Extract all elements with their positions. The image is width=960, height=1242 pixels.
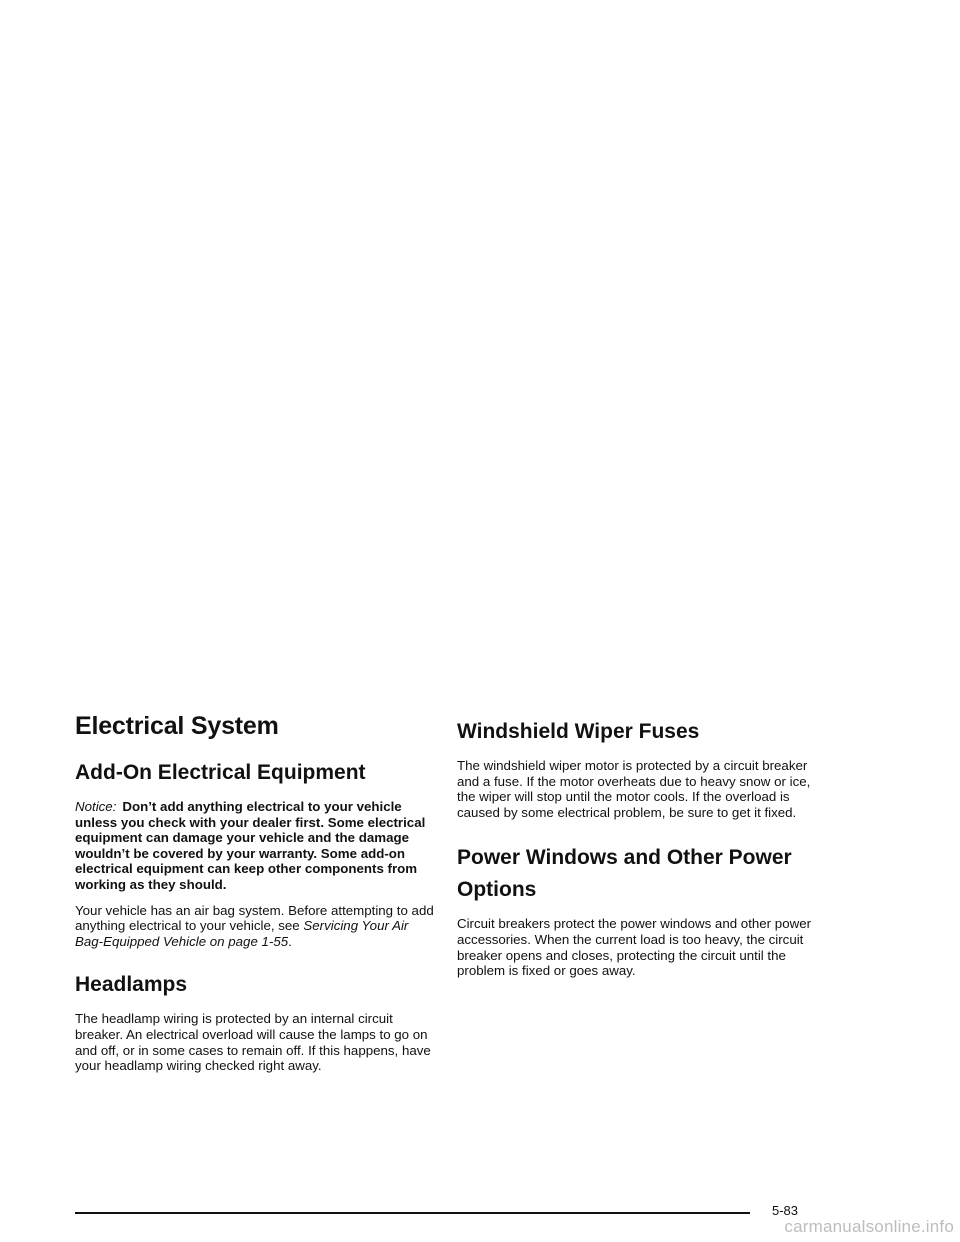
heading-add-on-electrical-equipment: Add-On Electrical Equipment [75,761,366,784]
left-column [75,712,437,1084]
addon-body-text: Your vehicle has an air bag system. Before attempting to add anything electrical to your vehicle, see [75,902,434,934]
heading-headlamps: Headlamps [75,973,188,997]
notice-paragraph [75,799,437,893]
heading-windshield-wiper-fuses: Windshield Wiper Fuses [457,720,700,743]
headlamps-paragraph: The headlamp wiring is protected by an internal circuit breaker. An electrical overload will cause the lamps to go on and off, or in some cases to remain off. If this happens, have your headlamp wiring checked right away. [75,1011,431,1074]
wiper-paragraph: The windshield wiper motor is protected by a circuit breaker and a fuse. If the motor overheats due to heavy snow or ice, the wiper will stop until the motor cools. If the overload is caused by some electrical problem, be sure to get it fixed. [457,758,811,820]
page-title: Electrical System [75,712,279,740]
watermark: carmanualsonline.info [784,1217,954,1236]
xref-period: . [288,933,292,949]
page-number: 5-83 [772,1203,799,1218]
addon-body-paragraph [75,903,437,950]
heading-power-windows: Power Windows and Other Power Options [457,846,792,902]
notice-label: Notice: [75,799,117,814]
air-bag-page-reference[interactable]: Servicing Your Air Bag-Equipped Vehicle on page 1-55 [75,918,409,949]
footer-rule [75,1212,750,1214]
notice-text: Don’t add anything electrical to your vehicle unless you check with your dealer first. Some electrical equipment can damage your vehicle and the damage wouldn’t be covered by your warranty. Some add-on electrical equipment can keep other components from working as they should. [75,799,426,892]
right-column [457,716,819,989]
power-windows-paragraph: Circuit breakers protect the power windows and other power accessories. When the current load is too heavy, the circuit breaker opens and closes, protecting the circuit until the problem is fixed or goes away. [457,916,812,979]
